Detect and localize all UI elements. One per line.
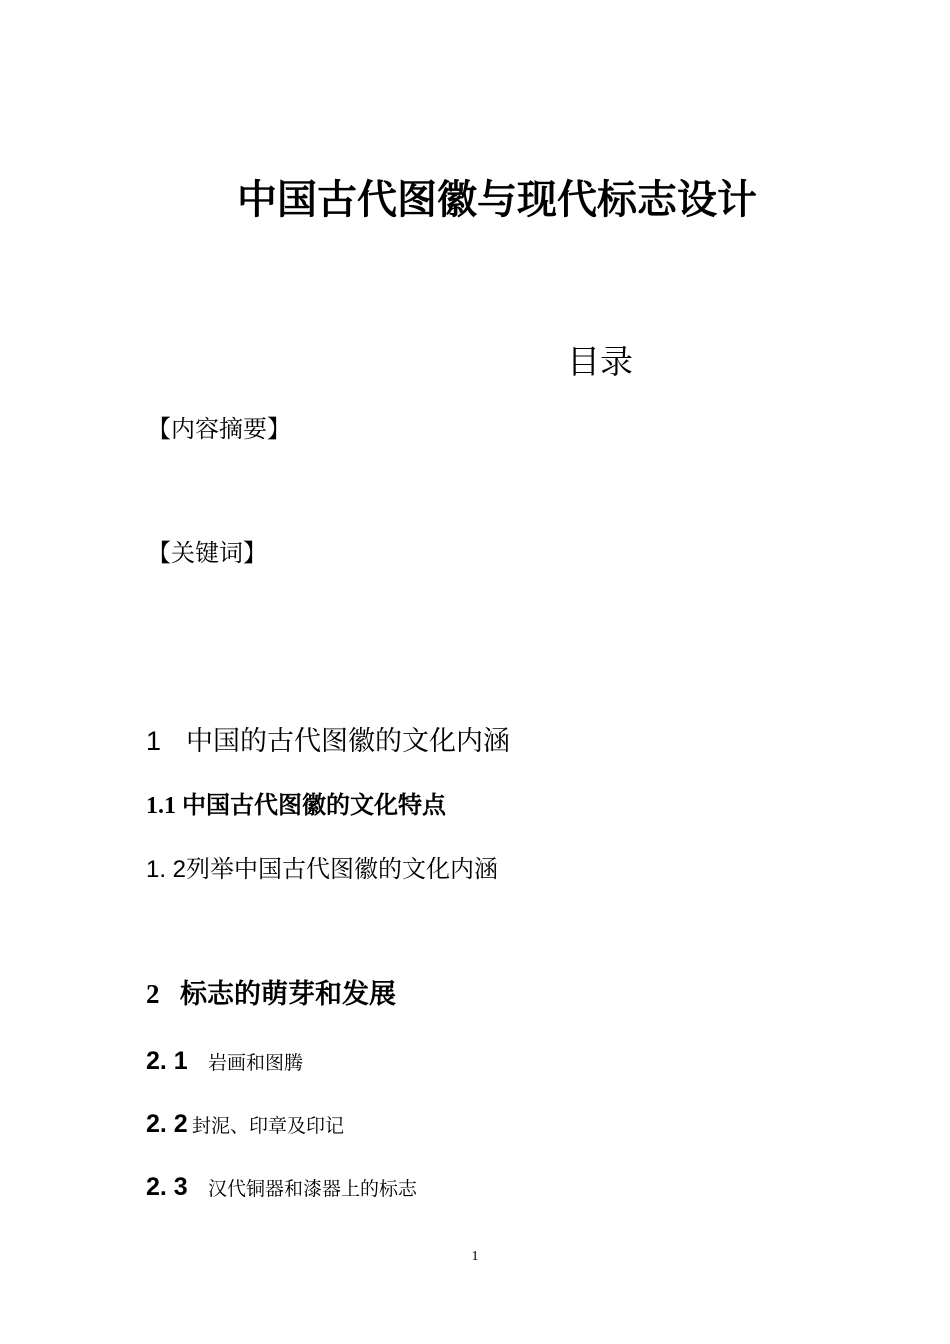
toc-entry — [146, 981, 396, 1008]
page-number: 1 — [471, 1249, 479, 1264]
toc-entry-text: 汉代铜器和漆器上的标志 — [208, 1178, 418, 1200]
toc-entry-text: 列举中国古代图徽的文化内涵 — [186, 855, 498, 883]
toc-entry — [146, 1049, 303, 1074]
toc-entry — [146, 1175, 417, 1200]
toc-entry-text: 封泥、印章及印记 — [192, 1115, 345, 1137]
toc-entry — [146, 857, 498, 882]
toc-entry-number: 1.1 — [146, 793, 176, 819]
toc-entry-text: 中国古代图徽的文化特点 — [182, 791, 446, 819]
toc-entry-number: 2. 2 — [146, 1110, 188, 1138]
toc-entry-text: 中国的古代图徽的文化内涵 — [186, 726, 510, 757]
abstract-label: 【内容摘要】 — [147, 415, 291, 443]
toc-entry-number: 1 — [146, 726, 162, 756]
toc-entry — [146, 1112, 344, 1137]
toc-heading: 目录 — [567, 342, 633, 381]
toc-entry-text: 标志的萌芽和发展 — [180, 979, 396, 1010]
toc-entry-number: 1. 2 — [146, 856, 187, 883]
toc-entry-number: 2. 1 — [146, 1047, 188, 1075]
keywords-label: 【关键词】 — [147, 539, 267, 567]
toc-entry-number: 2. 3 — [146, 1173, 188, 1201]
toc-entry — [146, 793, 446, 818]
toc-entry — [146, 728, 510, 755]
toc-entry-number: 2 — [146, 979, 160, 1009]
document-title: 中国古代图徽与现代标志设计 — [237, 177, 757, 223]
toc-entry-text: 岩画和图腾 — [208, 1052, 304, 1074]
